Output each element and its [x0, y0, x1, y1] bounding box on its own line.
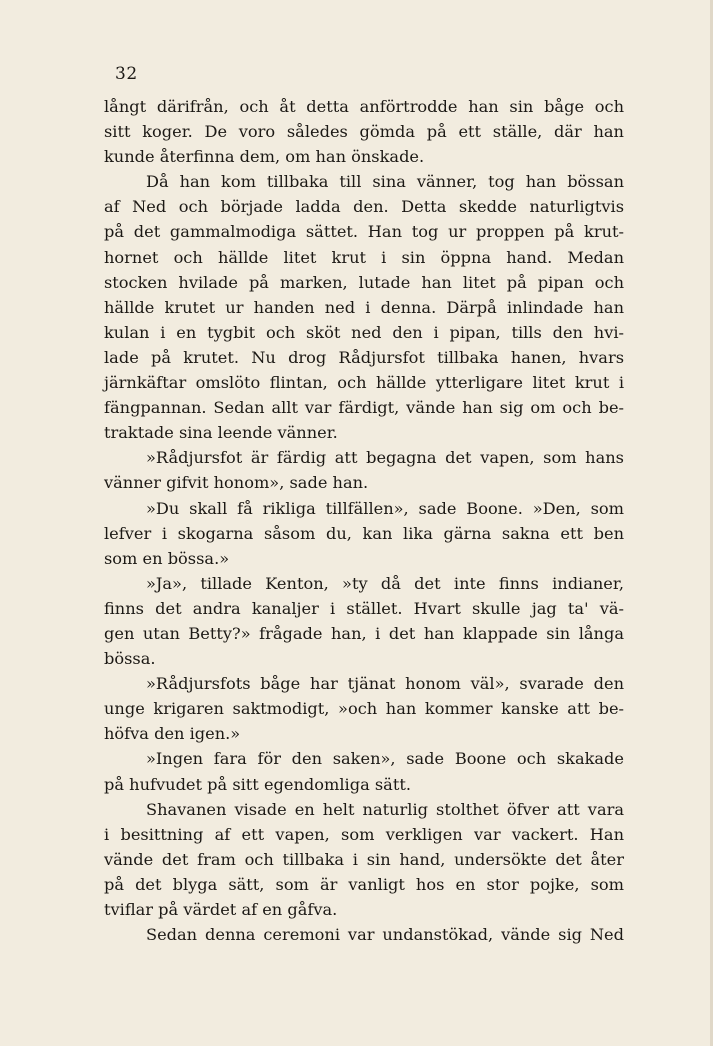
text-line: »Rådjursfots båge har tjänat honom väl», svarade den: [146, 674, 624, 694]
text-line: hornet och hällde litet krut i sin öppna hand. Medan: [104, 247, 624, 267]
text-line: »Ingen fara för den saken», sade Boone och skakade: [146, 749, 624, 769]
text-line: bössa.: [104, 649, 156, 669]
text-line: traktade sina leende vänner.: [104, 423, 338, 443]
text-line: kunde återfinna dem, om han önskade.: [104, 147, 425, 167]
text-line: tviflar på värdet af en gåfva.: [104, 900, 338, 919]
text-line: »Rådjursfot är färdig att begagna det vapen, som hans: [146, 448, 624, 468]
body-text: [104, 94, 624, 947]
text-line: vände det fram och tillbaka i sin hand, undersökte det åter: [104, 849, 624, 869]
text-line: gen utan Betty?» frågade han, i det han klappade sin långa: [104, 623, 624, 643]
text-line: unge krigaren saktmodigt, »och han kommer kanske att be-: [104, 699, 624, 719]
text-line: lefver i skogarna såsom du, kan lika gärna sakna ett ben: [104, 523, 624, 543]
text-line: Då han kom tillbaka till sina vänner, tog han bössan: [146, 172, 624, 192]
text-line: vänner gifvit honom», sade han.: [104, 473, 369, 493]
text-line: sitt koger. De voro således gömda på ett ställe, där han: [104, 122, 624, 142]
text-line: i besittning af ett vapen, som verkligen var vackert. Han: [104, 824, 624, 844]
text-line: kulan i en tygbit och sköt ned den i pipan, tills den hvi-: [104, 322, 624, 342]
text-line: långt därifrån, och åt detta anförtrodde han sin båge och: [104, 97, 624, 116]
text-line: Sedan denna ceremoni var undanstökad, vände sig Ned: [146, 925, 624, 945]
text-line: fängpannan. Sedan allt var färdigt, vände han sig om och be-: [104, 398, 624, 418]
text-line: af Ned och började ladda den. Detta skedde naturligtvis: [104, 197, 624, 217]
text-line: finns det andra kanaljer i stället. Hvart skulle jag ta' vä-: [104, 598, 624, 618]
text-line: som en bössa.»: [104, 548, 230, 568]
text-line: lade på krutet. Nu drog Rådjursfot tillbaka hanen, hvars: [104, 347, 624, 367]
text-line: järnkäftar omslöto flintan, och hällde ytterligare litet krut i: [104, 373, 624, 393]
page-number: 32: [115, 64, 138, 84]
text-line: »Du skall få rikliga tillfällen», sade Boone. »Den, som: [146, 498, 624, 518]
text-line: hällde krutet ur handen ned i denna. Därpå inlindade han: [104, 297, 624, 317]
text-line: höfva den igen.»: [104, 724, 241, 744]
text-line: på hufvudet på sitt egendomliga sätt.: [104, 774, 411, 794]
text-line: Shavanen visade en helt naturlig stolthet öfver att vara: [146, 799, 624, 819]
text-line: på det blyga sätt, som är vanligt hos en stor pojke, som: [104, 874, 624, 894]
text-line: på det gammalmodiga sättet. Han tog ur proppen på krut-: [104, 222, 624, 242]
text-line: »Ja», tillade Kenton, »ty då det inte finns indianer,: [146, 573, 624, 593]
text-line: stocken hvilade på marken, lutade han litet på pipan och: [104, 272, 624, 292]
